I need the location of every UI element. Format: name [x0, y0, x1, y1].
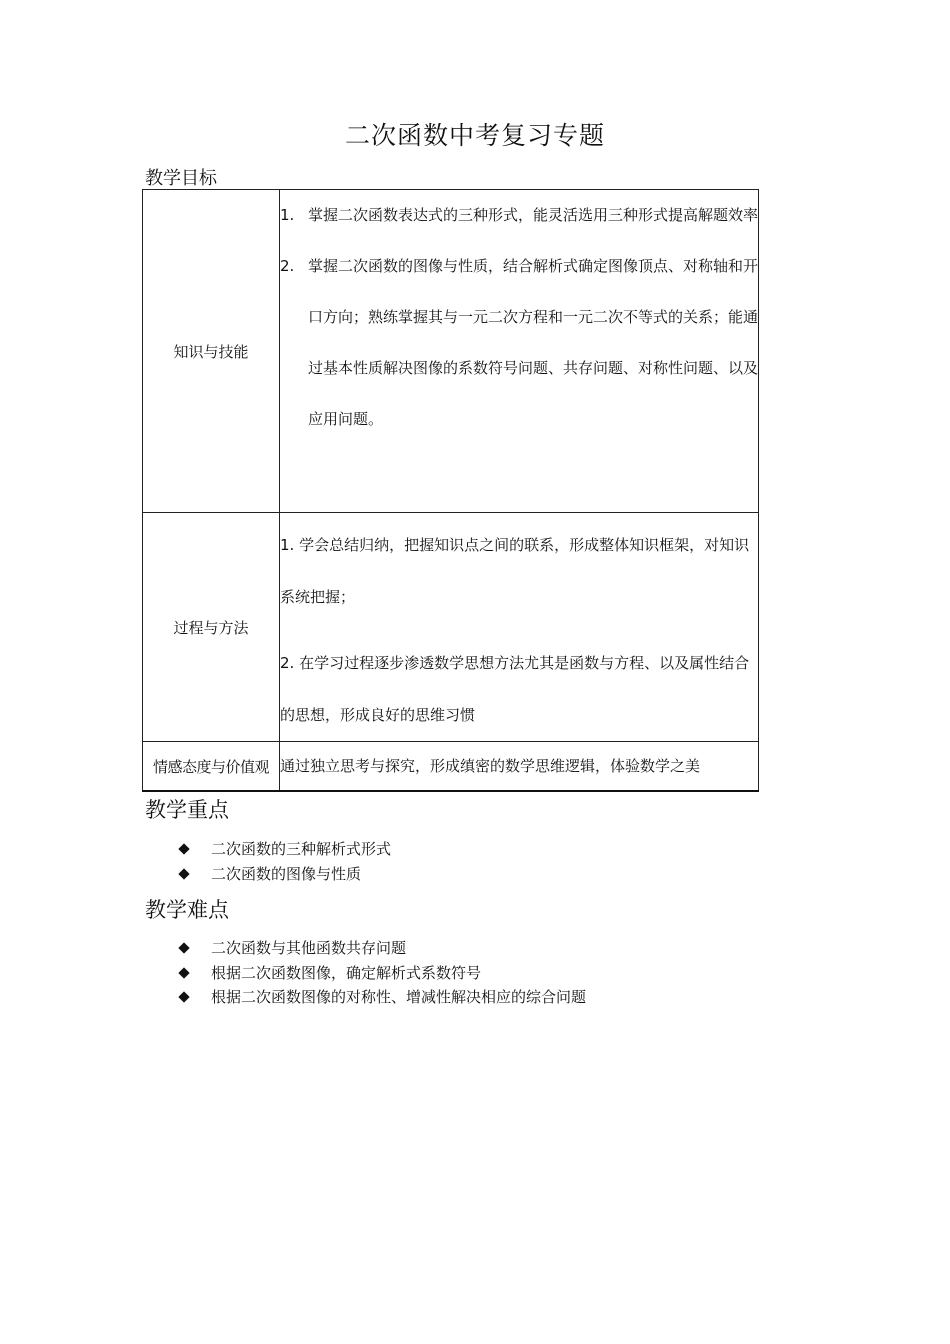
difficulties-list [178, 936, 586, 1010]
list-item [178, 837, 391, 862]
diamond-bullet-icon [178, 843, 189, 854]
goals-head-knowledge: 知识与技能 [143, 190, 280, 513]
key-points-heading: 教学重点 [145, 798, 229, 822]
list-item [280, 241, 758, 445]
teaching-goals-label: 教学目标 [145, 168, 217, 189]
diamond-bullet-icon [178, 868, 189, 879]
goals-head-process: 过程与方法 [143, 513, 280, 742]
diamond-bullet-icon [178, 942, 189, 953]
item-text: 根据二次函数图像，确定解析式系数符号 [211, 963, 482, 982]
list-item [178, 862, 391, 887]
item-text: 学会总结归纳，把握知识点之间的联系，形成整体知识框架，对知识系统把握； [280, 536, 750, 606]
list-item [280, 637, 758, 741]
item-text: 二次函数与其他函数共存问题 [211, 939, 407, 957]
key-points-list [178, 837, 391, 886]
item-text: 掌握二次函数的图像与性质，结合解析式确定图像顶点、对称轴和开口方向；熟练掌握其与一元二次方程和一元二次不等式的关系；能通过基本性质解决图像的系数符号问题、共存问题、对称性问题、以及应用问题。 [308, 257, 759, 428]
list-item [280, 190, 758, 241]
item-number: 2. [280, 257, 295, 275]
list-item [280, 519, 758, 623]
item-text: 二次函数的三种解析式形式 [211, 840, 392, 858]
item-text: 在学习过程逐步渗透数学思想方法尤其是函数与方程、以及属性结合的思想，形成良好的思维习惯 [280, 654, 750, 724]
goals-content-process [280, 513, 759, 742]
teaching-goals-table [142, 189, 759, 792]
list-item [178, 936, 586, 961]
difficulties-heading: 教学难点 [145, 898, 229, 922]
goals-row-process [143, 513, 759, 742]
goals-content-knowledge [280, 190, 759, 513]
list-item [178, 961, 586, 986]
diamond-bullet-icon [178, 967, 189, 978]
goals-content-attitude: 通过独立思考与探究，形成缜密的数学思维逻辑，体验数学之美 [280, 742, 759, 792]
item-number: 1. [280, 536, 295, 554]
item-text: 掌握二次函数表达式的三种形式，能灵活选用三种形式提高解题效率 [308, 206, 759, 224]
item-text: 根据二次函数图像的对称性、增减性解决相应的综合问题 [211, 988, 587, 1006]
goals-head-attitude: 情感态度与价值观 [143, 742, 280, 792]
document-title: 二次函数中考复习专题 [344, 121, 605, 150]
list-item [178, 985, 586, 1010]
item-text: 二次函数的图像与性质 [211, 864, 362, 883]
item-number: 1. [280, 206, 295, 224]
diamond-bullet-icon [178, 991, 189, 1002]
item-number: 2. [280, 654, 295, 672]
goals-row-attitude [143, 742, 759, 792]
goals-row-knowledge [143, 190, 759, 513]
